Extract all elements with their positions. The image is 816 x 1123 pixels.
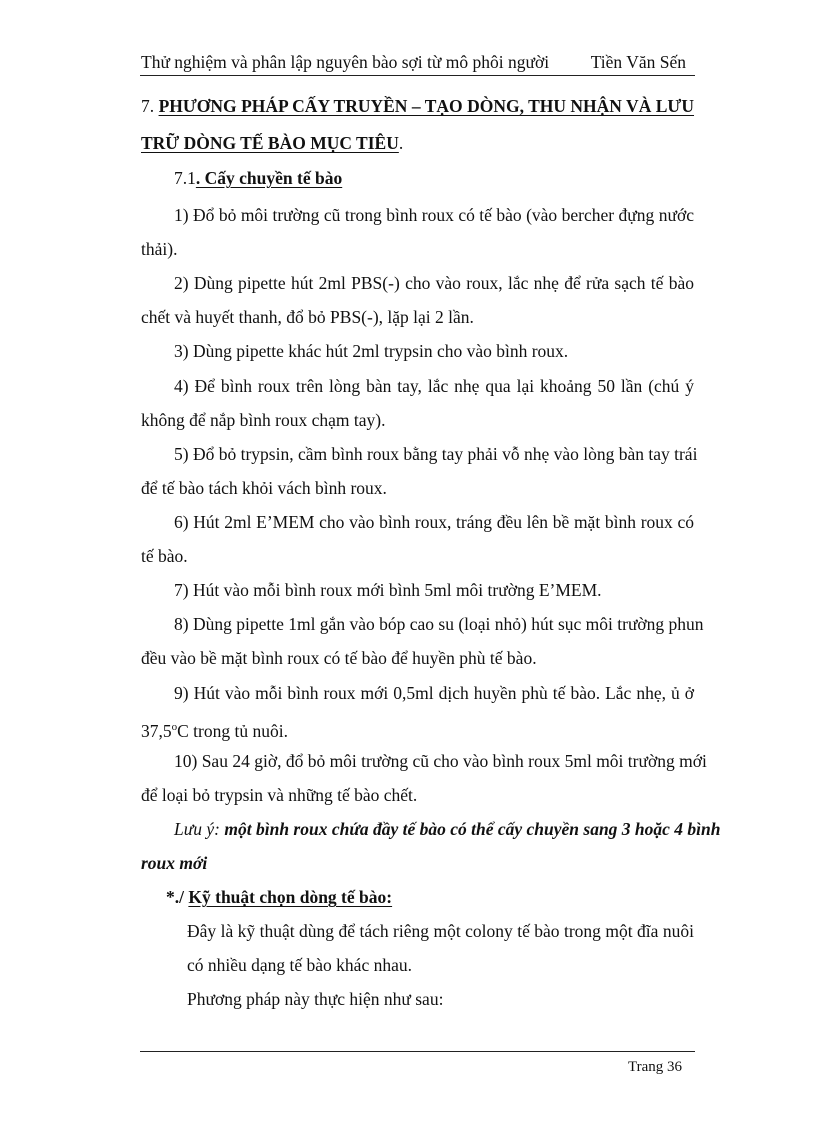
- step-10-line1: 10) Sau 24 giờ, đổ bỏ môi trường cũ cho vào bình roux 5ml môi trường mới: [174, 751, 707, 771]
- footer-divider: [140, 1051, 695, 1052]
- technique-heading: [166, 884, 694, 910]
- degree-superscript: o: [171, 721, 178, 733]
- step-8-line1: 8) Dùng pipette 1ml gắn vào bóp cao su (loại nhỏ) hút sục môi trường phun: [174, 614, 704, 634]
- note-line1: [174, 816, 721, 842]
- note-line2: roux mới: [141, 853, 208, 873]
- step-5-line1: 5) Đổ bỏ trypsin, cầm bình roux bằng tay phải vỗ nhẹ vào lòng bàn tay trái: [174, 444, 698, 464]
- step-9-line2-rest: C trong tủ nuôi.: [177, 720, 288, 741]
- technique-line3: Phương pháp này thực hiện như sau:: [187, 989, 444, 1009]
- technique-prefix: *./: [166, 887, 184, 907]
- technique-line2: có nhiều dạng tế bào khác nhau.: [187, 955, 412, 975]
- header-divider: [140, 75, 695, 76]
- step-8-line2: đều vào bề mặt bình roux có tế bào để huyền phù tế bào.: [141, 648, 537, 668]
- step-9-line2: [141, 714, 694, 740]
- temperature-value: 37,5: [141, 720, 172, 741]
- step-3-line1: 3) Dùng pipette khác hút 2ml trypsin cho vào bình roux.: [174, 341, 569, 361]
- subsection-number: 7.1: [174, 168, 196, 188]
- step-6-line2: tế bào.: [141, 546, 188, 566]
- step-7-line1: 7) Hút vào mỗi bình roux mới bình 5ml môi trường E’MEM.: [174, 580, 602, 600]
- subsection-heading: [174, 165, 694, 191]
- subsection-title: . Cấy chuyền tế bào: [195, 168, 343, 188]
- technique-title: Kỹ thuật chọn dòng tế bào:: [188, 887, 393, 907]
- step-5-line2: để tế bào tách khỏi vách bình roux.: [141, 478, 387, 498]
- header-title: Thử nghiệm và phân lập nguyên bào sợi từ mô phôi người: [141, 52, 550, 72]
- technique-line1: Đây là kỹ thuật dùng để tách riêng một colony tế bào trong một đĩa nuôi: [187, 921, 694, 941]
- step-1-line1: 1) Đổ bỏ môi trường cũ trong bình roux có tế bào (vào bercher đựng nước: [174, 205, 694, 225]
- section-heading-line2: [141, 130, 694, 156]
- step-2-line1: 2) Dùng pipette hút 2ml PBS(-) cho vào roux, lắc nhẹ để rửa sạch tế bào: [174, 273, 694, 293]
- section-number: 7.: [141, 96, 155, 116]
- step-2-line2: chết và huyết thanh, đổ bỏ PBS(-), lặp lại 2 lần.: [141, 307, 474, 327]
- step-9-line1: 9) Hút vào mỗi bình roux mới 0,5ml dịch huyền phù tế bào. Lắc nhẹ, ủ ở: [174, 683, 694, 703]
- section-heading-line1: [141, 93, 694, 119]
- step-10-line2: để loại bỏ trypsin và những tế bào chết.: [141, 785, 418, 805]
- page-number: Trang 36: [627, 1059, 682, 1075]
- step-4-line1: 4) Để bình roux trên lòng bàn tay, lắc nhẹ qua lại khoảng 50 lần (chú ý: [174, 376, 694, 396]
- step-1-line2: thải).: [141, 239, 178, 259]
- section-title-line2: TRỮ DÒNG TẾ BÀO MỤC TIÊU: [141, 133, 399, 153]
- step-4-line2: không để nắp bình roux chạm tay).: [141, 410, 386, 430]
- section-title-line1: PHƯƠNG PHÁP CẤY TRUYỀN – TẠO DÒNG, THU NHẬN VÀ LƯU: [158, 96, 695, 116]
- header-author: Tiền Văn Sến: [590, 52, 686, 72]
- step-6-line1: 6) Hút 2ml E’MEM cho vào bình roux, tráng đều lên bề mặt bình roux có: [174, 512, 694, 532]
- section-title-end: .: [398, 133, 404, 153]
- note-label: Lưu ý:: [174, 819, 220, 839]
- note-text: một bình roux chứa đầy tế bào có thể cấy chuyền sang 3 hoặc 4 bình: [220, 819, 721, 839]
